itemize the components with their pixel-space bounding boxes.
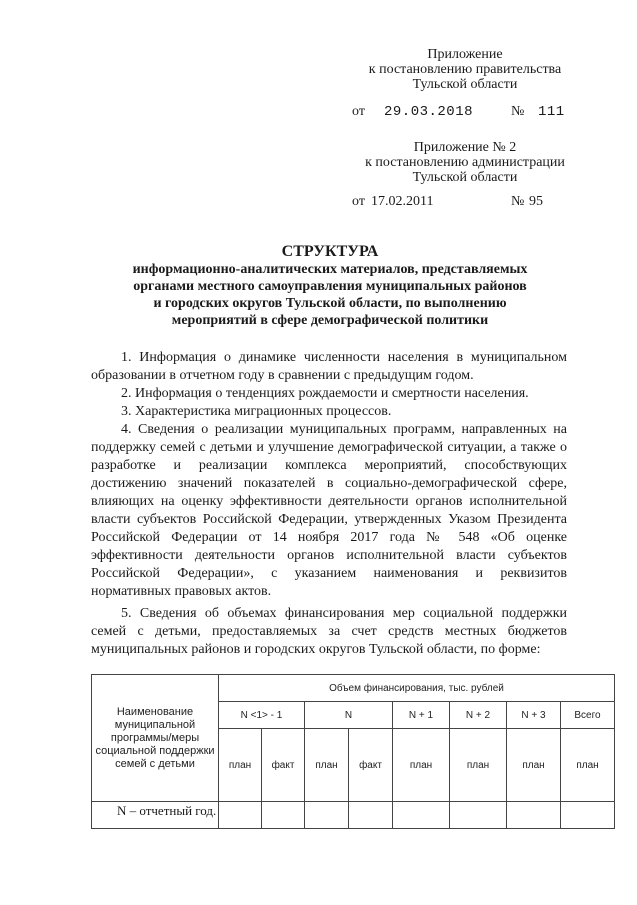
table-header-year: N	[305, 702, 393, 729]
table-subheader-plan: план	[393, 729, 450, 802]
decree-date: 29.03.2018	[384, 104, 474, 120]
paragraph-2: 2. Информация о тенденциях рождаемости и смертности населения.	[121, 386, 529, 401]
appendix-header-2	[340, 140, 590, 185]
appendix-header-2-line: к постановлению администрации	[365, 155, 565, 170]
table-cell	[262, 802, 305, 829]
table-header-year: N <1> - 1	[219, 702, 305, 729]
document-title	[100, 243, 560, 329]
table-cell	[219, 802, 262, 829]
title-line: и городских округов Тульской области, по выполнению	[153, 296, 507, 311]
from-label: от	[352, 194, 365, 209]
table-cell	[349, 802, 393, 829]
appendix-header-1-line: Приложение	[427, 47, 503, 62]
table-header-financing: Объем финансирования, тыс. рублей	[219, 675, 615, 702]
decree-date: 17.02.2011	[371, 194, 434, 209]
table-subheader-plan: план	[219, 729, 262, 802]
title-line: органами местного самоуправления муниципальных районов	[133, 279, 527, 294]
appendix-header-1	[340, 47, 590, 92]
table-header-year: N + 1	[393, 702, 450, 729]
table-cell	[507, 802, 561, 829]
paragraph-3: 3. Характеристика миграционных процессов.	[121, 404, 392, 419]
title-line: информационно-аналитических материалов, представляемых	[132, 262, 528, 277]
document-body	[91, 349, 567, 659]
title-main: СТРУКТУРА	[281, 243, 379, 260]
number-label: №	[511, 104, 525, 119]
appendix-header-1-line: к постановлению правительства	[368, 62, 562, 77]
table-cell	[450, 802, 507, 829]
table-subheader-plan: план	[450, 729, 507, 802]
table-header-year: N + 3	[507, 702, 561, 729]
decree-number: 95	[529, 194, 543, 209]
paragraph-5: 5. Сведения об объемах финансирования мер социальной поддержки семей с детьми, предоставляемых за счет средств местных бюджетов муниципальных районов и городских округов Тульской области, по форме:	[91, 606, 567, 657]
appendix-header-2-line: Приложение № 2	[413, 140, 517, 155]
table-subheader-fact: факт	[349, 729, 393, 802]
table-subheader-plan: план	[561, 729, 615, 802]
title-line: мероприятий в сфере демографической политики	[171, 313, 489, 328]
table-cell	[561, 802, 615, 829]
paragraph-1: 1. Информация о динамике численности населения в муниципальном образовании в отчетном году в сравнении с предыдущим годом.	[91, 350, 567, 383]
table-header-year: N + 2	[450, 702, 507, 729]
table-subheader-plan: план	[507, 729, 561, 802]
decree-number: 111	[538, 104, 565, 120]
table-header-total: Всего	[561, 702, 615, 729]
table-cell	[305, 802, 349, 829]
table-subheader-plan: план	[305, 729, 349, 802]
number-label: №	[511, 194, 525, 209]
table-header-name: Наименование муниципальной программы/меры социальной поддержки семей с детьми	[92, 675, 219, 802]
table-subheader-fact: факт	[262, 729, 305, 802]
paragraph-4: 4. Сведения о реализации муниципальных программ, направленных на поддержку семей с детьми и улучшение демографической ситуации, а также о разработке и реализации комплекса мероприятий, способствующих достижению значений показателей в социально-демографической сфере, влияющих на оценку эффективности деятельности органов исполнительной власти субъектов Российской Федерации, утвержденных Указом Президента Российской Федерации от 14 ноября 2017 года № 548 «Об оценке эффективности деятельности органов исполнительной власти субъектов Российской Федерации», с указанием наименования и реквизитов нормативных правовых актов.	[91, 422, 567, 599]
appendix-header-2-line: Тульской области	[412, 170, 518, 185]
from-label: от	[352, 104, 365, 119]
appendix-header-1-line: Тульской области	[412, 77, 518, 92]
footnote: N – отчетный год.	[117, 803, 217, 818]
table-cell	[393, 802, 450, 829]
